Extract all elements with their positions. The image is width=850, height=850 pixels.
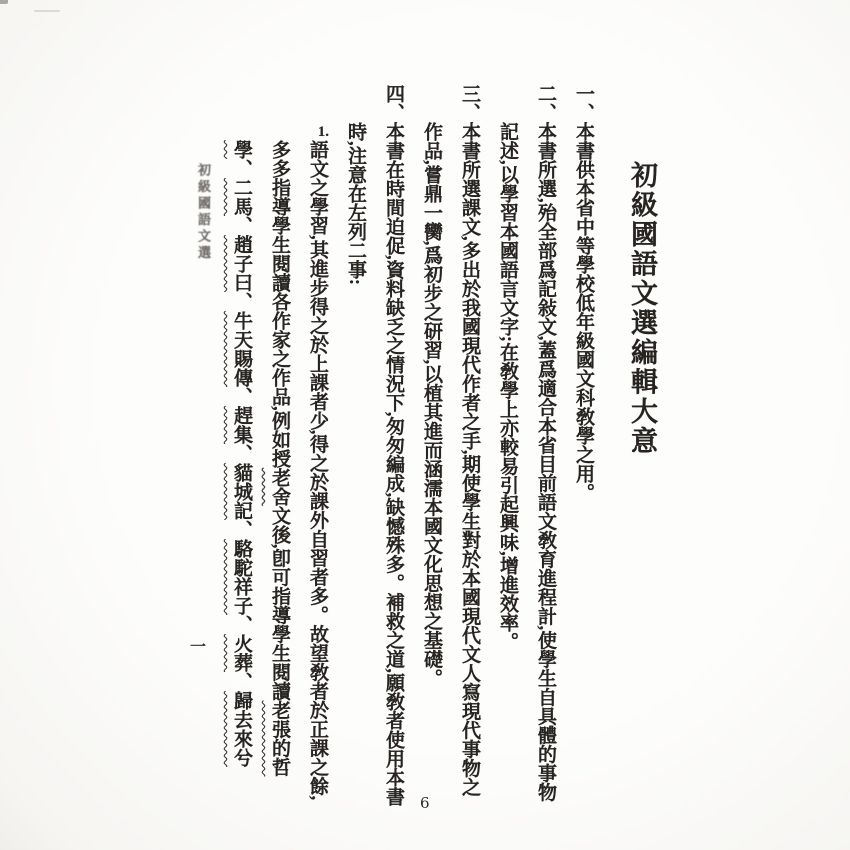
item-text: 本書供本省中等學校低年級國文科敎學之用。	[573, 122, 594, 502]
page-number: 6	[420, 794, 430, 812]
book-title: 老張的哲學	[231, 140, 290, 777]
item-text: 本書所選課文,多出於我國現代作者之手,期使學生對於本國現代文人寫現代事物之作品,嘗鼎一臠,爲初步之研習,以植其進而涵濡本國文化思想之基礎。	[421, 122, 480, 797]
guideline-item-2	[488, 84, 564, 812]
book-title: 火葬	[231, 634, 252, 672]
book-title: 駱駝祥子	[231, 539, 252, 615]
book-title: 歸去來兮	[231, 691, 252, 767]
text-run: 、	[231, 292, 252, 311]
item-number: 二、	[535, 84, 556, 122]
text-run: 、	[231, 444, 252, 463]
book-title: 趙子曰	[231, 235, 252, 292]
text-run: 、	[231, 520, 252, 539]
book-title: 牛天賜傳	[231, 311, 252, 387]
subitem-number: 1.	[317, 124, 329, 140]
guideline-item-4	[336, 84, 412, 812]
text-run: 、	[231, 387, 252, 406]
scan-artifact-edge	[34, 10, 60, 12]
item-number: 三、	[459, 84, 480, 122]
margin-book-title: 初級國語文選	[196, 163, 211, 262]
text-run: 文後,卽可指導學生閱讀	[269, 505, 290, 701]
text-run: 、	[231, 159, 252, 178]
book-title: 趕集	[231, 406, 252, 444]
page-title: 初級國語文選編輯大意	[627, 161, 657, 456]
text-run: 、	[231, 216, 252, 235]
item-number: 一、	[573, 84, 594, 122]
guideline-subitem-1	[222, 124, 336, 810]
scan-artifact-corner	[0, 0, 8, 4]
text-run: 語文之學習,其進步得之於上課者少,得之於課外自習者多。故望敎者於正課之餘,多多指導學生閱讀各作家之作品,例如授	[269, 140, 328, 801]
book-title: 老舍	[269, 467, 290, 506]
text-run: 、	[231, 615, 252, 634]
item-text: 本書所選,殆全部爲記敍文,蓋爲適合本省目前語文敎育進程計,使學生自具體的事物記述,以學習本國語言文字;在敎學上亦較易引起興味,增進效率。	[497, 122, 556, 802]
guideline-item-1	[564, 84, 602, 812]
folio-marker: 一	[190, 639, 207, 656]
book-title: 二馬	[231, 178, 252, 216]
guideline-item-3	[412, 84, 488, 812]
item-number: 四、	[383, 84, 404, 122]
item-text	[231, 140, 328, 800]
item-text: 本書在時間迫促,資料缺乏之情況下,匆匆編成,缺憾殊多。補救之道,願敎者使用本書時,注意在左列二事:	[345, 122, 404, 806]
text-run: 、	[231, 672, 252, 691]
book-title: 貓城記	[231, 463, 252, 520]
